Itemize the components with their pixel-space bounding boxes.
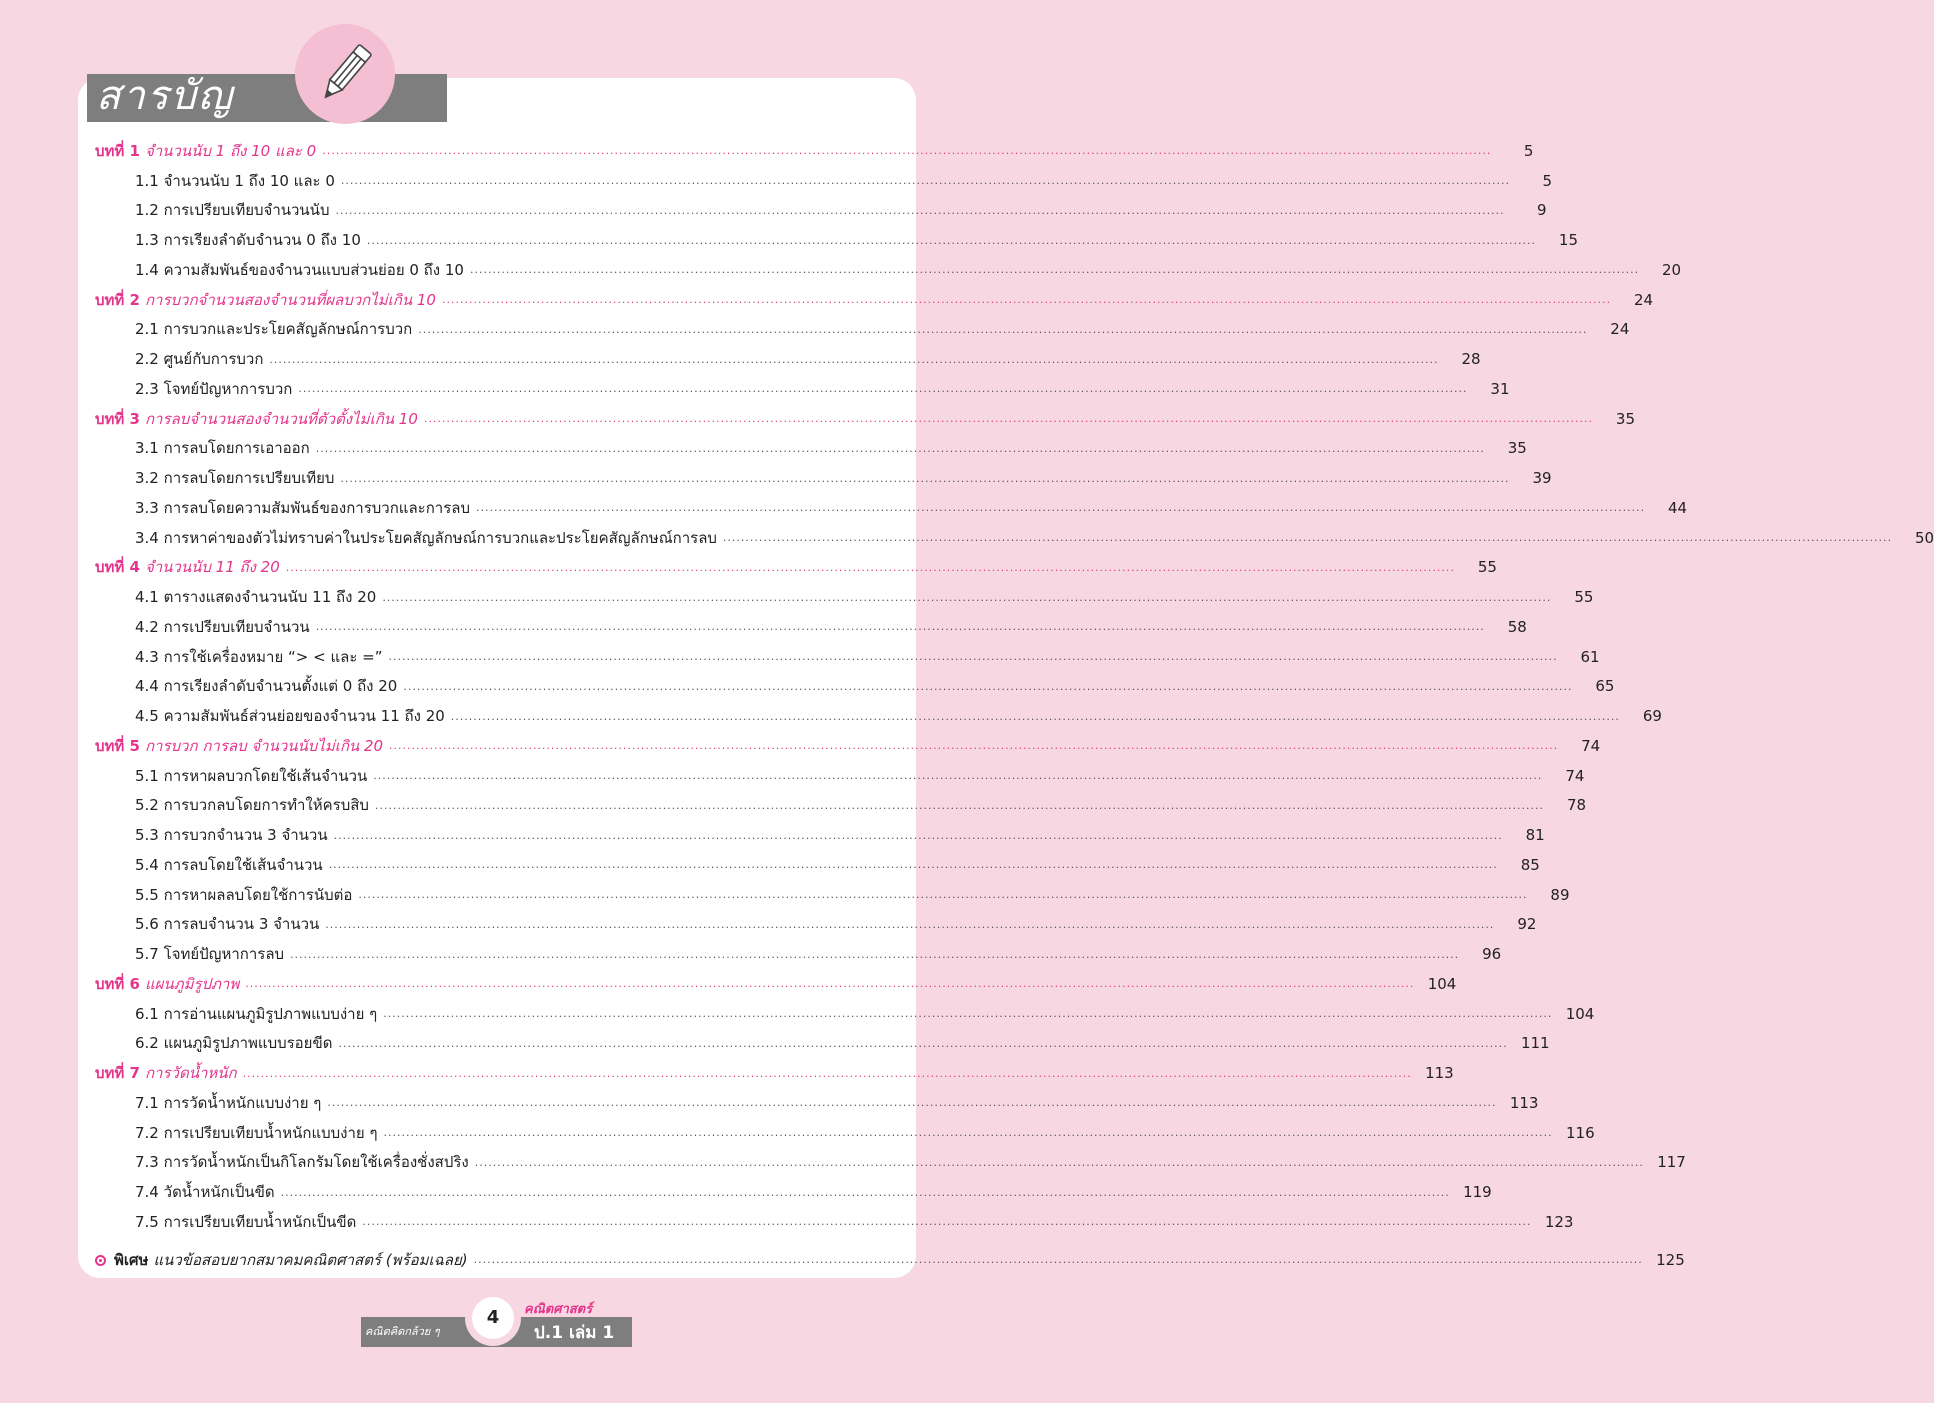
dot-leader: .................................................................................................................................................................................................................................................................... [358,888,1528,902]
toc-entry-label [135,258,464,282]
toc-section-row [95,493,1688,523]
toc-entry-number: 7.4 [135,1183,159,1202]
toc-entry-number: 5.6 [135,915,159,934]
toc-entry-label [135,228,361,252]
toc-entry-number: บทที่ 2 [95,290,140,309]
toc-page-number: 35 [1507,439,1527,458]
toc-page-number: 74 [1581,736,1601,755]
toc-entry-title: การบวกลบโดยการทำให้ครบสิบ [163,796,369,815]
toc-page-number: 104 [1565,1004,1595,1023]
toc-entry-title: จำนวนนับ 1 ถึง 10 และ 0 [144,141,317,160]
toc-entry-label [135,466,334,490]
toc-page-number: 119 [1463,1183,1492,1202]
toc-entry-number: 5.4 [135,855,159,874]
dot-leader: .................................................................................................................................................................................................................................................................... [383,1126,1553,1140]
toc-entry-number: 5.7 [135,945,159,964]
dot-leader: .................................................................................................................................................................................................................................................................... [335,203,1505,217]
toc-entry-label [135,645,382,669]
toc-entry-label [95,972,239,996]
toc-entry-number: 3.4 [135,528,159,547]
toc-entry-label [95,288,436,312]
toc-entry-title: การหาผลบวกโดยใช้เส้นจำนวน [163,766,368,785]
dot-leader: .................................................................................................................................................................................................................................................................... [722,531,1893,545]
toc-entry-number: พิเศษ [114,1250,149,1269]
toc-entry-number: 2.2 [135,350,159,369]
toc-page-number: 20 [1661,260,1682,279]
toc-entry-title: การบวก การลบ จำนวนนับไม่เกิน 20 [144,736,384,755]
toc-entry-label [135,912,319,936]
toc-entry-label [135,585,376,609]
toc-entry-title: การลบจำนวนสองจำนวนที่ตัวตั้งไม่เกิน 10 [144,409,418,428]
toc-entry-label [95,139,316,163]
dot-leader: .................................................................................................................................................................................................................................................................... [325,917,1495,931]
toc-page-number: 55 [1477,558,1497,577]
dot-leader: .................................................................................................................................................................................................................................................................... [322,144,1492,158]
toc-chapter-row [95,136,1534,166]
toc-page-number: 113 [1425,1064,1454,1083]
toc-section-row [95,225,1578,255]
toc-entry-number: 4.5 [135,707,159,726]
toc-entry-number: 5.2 [135,796,159,815]
toc-entry-number: 6.2 [135,1034,159,1053]
toc-entry-title: การเปรียบเทียบน้ำหนักเป็นขีด [163,1212,357,1231]
toc-entry-label [135,317,412,341]
toc-entry-label [135,347,263,371]
toc-entry-title: การบวกและประโยคสัญลักษณ์การบวก [163,320,413,339]
toc-section-row [95,255,1682,285]
dot-leader: .................................................................................................................................................................................................................................................................... [315,441,1485,455]
dot-leader: .................................................................................................................................................................................................................................................................... [373,769,1543,783]
toc-chapter-row [95,285,1654,315]
toc-page-number: 116 [1566,1123,1595,1142]
toc-entry-title: การใช้เครื่องหมาย “> < และ =” [163,647,383,666]
toc-entry-label [135,1002,377,1026]
toc-entry-label [135,853,323,877]
toc-page-number: 55 [1574,588,1594,607]
toc-entry-label [135,793,369,817]
toc-section-row [95,315,1630,345]
toc-page-number: 35 [1615,409,1636,428]
toc-entry-title: แผนภูมิรูปภาพ [144,974,240,993]
dot-leader: .................................................................................................................................................................................................................................................................... [338,1036,1508,1050]
toc-entry-title: การบวกจำนวน 3 จำนวน [163,826,328,845]
toc-chapter-row [95,1058,1454,1088]
toc-entry-title: ตารางแสดงจำนวนนับ 11 ถึง 20 [163,588,377,607]
dot-leader: .................................................................................................................................................................................................................................................................... [285,560,1455,574]
toc-page-number: 9 [1537,201,1547,220]
toc-entry-title: การลบโดยใช้เส้นจำนวน [163,855,323,874]
toc-section-row [95,999,1595,1029]
page-number: 4 [472,1297,514,1339]
toc-page-number: 89 [1550,885,1570,904]
dot-leader: .................................................................................................................................................................................................................................................................... [290,947,1460,961]
toc-entry-number: 5.1 [135,766,159,785]
toc-section-row [95,672,1615,702]
dot-leader: .................................................................................................................................................................................................................................................................... [474,1155,1644,1169]
toc-entry-label [135,1180,275,1204]
toc-entry-number: 4.2 [135,617,159,636]
toc-entry-title: ความสัมพันธ์ส่วนย่อยของจำนวน 11 ถึง 20 [163,707,445,726]
toc-entry-label [95,555,280,579]
dot-leader: .................................................................................................................................................................................................................................................................... [327,1096,1497,1110]
toc-section-row [95,1177,1492,1207]
dot-leader: .................................................................................................................................................................................................................................................................... [389,739,1559,753]
toc-section-row [95,434,1527,464]
toc-section-row [95,166,1553,196]
toc-section-row [95,612,1527,642]
toc-entry-label [95,407,418,431]
toc-entry-number: บทที่ 4 [95,558,140,577]
toc-page-number: 5 [1523,141,1534,160]
toc-entry-title: การหาผลลบโดยใช้การนับต่อ [163,885,353,904]
toc-entry-label [135,823,328,847]
toc-entry-number: 4.1 [135,588,159,607]
toc-entry-title: การวัดน้ำหนัก [144,1064,237,1083]
toc-entry-number: 1.1 [135,171,159,190]
toc-section-row [95,820,1545,850]
toc-entry-number: 1.2 [135,201,159,220]
toc-section-row [95,880,1570,910]
toc-section-row [95,910,1537,940]
toc-section-row [95,196,1547,226]
toc-entry-label [135,942,284,966]
dot-leader: .................................................................................................................................................................................................................................................................... [388,650,1558,664]
toc-entry-label [135,764,367,788]
toc-entry-label [135,526,717,550]
toc-page-number: 61 [1580,647,1600,666]
toc-page-number: 31 [1490,379,1510,398]
toc-entry-number: บทที่ 1 [95,141,140,160]
toc-entry-number: 3.3 [135,498,159,517]
toc-entry-label [95,734,383,758]
dot-leader: .................................................................................................................................................................................................................................................................... [245,977,1415,991]
dot-leader: .................................................................................................................................................................................................................................................................... [298,382,1468,396]
toc-page-number: 28 [1461,350,1481,369]
toc-page-number: 24 [1610,320,1630,339]
dot-leader: .................................................................................................................................................................................................................................................................... [450,709,1620,723]
pencil-badge [295,24,395,124]
toc-page-number: 50 [1914,528,1934,547]
toc-section-row [95,1148,1686,1178]
dot-leader: .................................................................................................................................................................................................................................................................... [362,1215,1532,1229]
toc-entry-title: การบวกจำนวนสองจำนวนที่ผลบวกไม่เกิน 10 [144,290,436,309]
toc-entry-number: 3.1 [135,439,159,458]
toc-entry-title: การอ่านแผนภูมิรูปภาพแบบง่าย ๆ [163,1004,378,1023]
toc-entry-number: 1.3 [135,231,159,250]
toc-entry-label [135,198,329,222]
toc-page-number: 69 [1642,707,1662,726]
toc-section-row [95,374,1510,404]
toc-page-number: 39 [1532,469,1552,488]
toc-entry-label [135,1091,321,1115]
toc-entry-label [135,1150,469,1174]
toc-entry-number: 2.3 [135,379,159,398]
toc-entry-title: การเปรียบเทียบน้ำหนักแบบง่าย ๆ [163,1123,378,1142]
toc-chapter-row [95,553,1497,583]
toc-page-number: 113 [1509,1093,1539,1112]
toc-section-row [95,1207,1574,1237]
toc-section-row [95,642,1600,672]
toc-page-number: 65 [1595,677,1615,696]
dot-leader: .................................................................................................................................................................................................................................................................... [374,798,1545,812]
toc-entry-number: 1.4 [135,260,159,279]
dot-leader: .................................................................................................................................................................................................................................................................... [383,1007,1553,1021]
toc-page-number: 81 [1525,826,1545,845]
dot-leader: .................................................................................................................................................................................................................................................................... [242,1066,1412,1080]
toc-entry-title: การลบโดยความสัมพันธ์ของการบวกและการลบ [163,498,470,517]
toc-page-number: 92 [1517,915,1537,934]
dot-leader: .................................................................................................................................................................................................................................................................... [315,620,1485,634]
page-title: สารบัญ [96,73,234,119]
toc-section-row [95,1029,1550,1059]
dot-leader: .................................................................................................................................................................................................................................................................... [269,352,1439,366]
toc-section-row [95,761,1585,791]
bullet-icon [95,1255,106,1266]
dot-leader: .................................................................................................................................................................................................................................................................... [403,679,1573,693]
toc-entry-number: 2.1 [135,320,159,339]
toc-entry-number: บทที่ 5 [95,736,140,755]
toc-section-row [95,344,1481,374]
footer-subject: คณิตศาสตร์ [524,1302,593,1317]
toc-section-row [95,523,1934,553]
toc-entry-number: 5.5 [135,885,159,904]
toc-chapter-row [95,969,1457,999]
pencil-icon [309,38,381,110]
toc-entry-number: 4.3 [135,647,159,666]
toc-entry-label [135,496,470,520]
dot-leader: .................................................................................................................................................................................................................................................................... [340,174,1511,188]
toc-entry-title: แผนภูมิรูปภาพแบบรอยขีด [163,1034,333,1053]
toc-entry-number: บทที่ 7 [95,1064,140,1083]
toc-entry-title: การวัดน้ำหนักแบบง่าย ๆ [163,1093,322,1112]
footer-book: ป.1 เล่ม 1 [534,1323,615,1343]
toc-page-number: 15 [1558,231,1578,250]
toc-entry-label [135,169,335,193]
toc-entry-title: โจทย์ปัญหาการลบ [163,945,285,964]
toc-entry-title: ความสัมพันธ์ของจำนวนแบบส่วนย่อย 0 ถึง 10 [163,260,464,279]
toc-entry-number: 5.3 [135,826,159,845]
toc-entry-title: การหาค่าของตัวไม่ทราบค่าในประโยคสัญลักษณ์การบวกและประโยคสัญลักษณ์การลบ [163,528,717,547]
toc-entry-number: 4.4 [135,677,159,696]
toc-entry-title: วัดน้ำหนักเป็นขีด [163,1183,275,1202]
toc-entry-title: จำนวนนับ 11 ถึง 20 [144,558,280,577]
toc-page-number: 74 [1565,766,1585,785]
toc-page-number: 24 [1634,290,1654,309]
toc-page-number: 44 [1668,498,1688,517]
toc-entry-number: บทที่ 6 [95,974,140,993]
toc-page-number: 78 [1566,796,1587,815]
toc-entry-label [135,1210,356,1234]
toc-entry-number: 7.3 [135,1153,159,1172]
toc-section-row [95,701,1662,731]
table-of-contents [95,136,1934,1275]
toc-chapter-row [95,404,1636,434]
toc-special-row [95,1245,1685,1275]
toc-page-number: 125 [1656,1250,1685,1269]
toc-entry-number: 7.1 [135,1093,159,1112]
toc-entry-number: 3.2 [135,469,159,488]
toc-entry-title: การเรียงลำดับจำนวน 0 ถึง 10 [163,231,361,250]
toc-entry-title: การวัดน้ำหนักเป็นกิโลกรัมโดยใช้เครื่องชั่งสปริง [163,1153,469,1172]
toc-page-number: 117 [1657,1153,1686,1172]
toc-section-row [95,1088,1539,1118]
toc-entry-label [135,377,292,401]
toc-entry-title: โจทย์ปัญหาการบวก [163,379,293,398]
dot-leader: .................................................................................................................................................................................................................................................................... [441,293,1612,307]
toc-section-row [95,463,1552,493]
toc-page-number: 123 [1544,1212,1574,1231]
toc-entry-label [95,1248,468,1272]
dot-leader: .................................................................................................................................................................................................................................................................... [475,501,1646,515]
toc-page-number: 96 [1482,945,1502,964]
toc-entry-title: การลบจำนวน 3 จำนวน [163,915,320,934]
dot-leader: .................................................................................................................................................................................................................................................................... [473,1253,1643,1267]
dot-leader: .................................................................................................................................................................................................................................................................... [366,233,1536,247]
dot-leader: .................................................................................................................................................................................................................................................................... [340,471,1510,485]
toc-entry-title: การเปรียบเทียบจำนวนนับ [163,201,330,220]
dot-leader: .................................................................................................................................................................................................................................................................... [382,590,1552,604]
toc-entry-label [135,1121,378,1145]
toc-entry-number: 6.1 [135,1004,159,1023]
toc-chapter-row [95,731,1601,761]
toc-page-number: 5 [1542,171,1553,190]
footer-series: คณิตคิดกล้วย ๆ [365,1325,440,1338]
toc-entry-title: การเปรียบเทียบจำนวน [163,617,310,636]
toc-section-row [95,1118,1595,1148]
toc-page-number: 104 [1427,974,1457,993]
toc-entry-title: แนวข้อสอบยากสมาคมคณิตศาสตร์ (พร้อมเฉลย) [153,1250,468,1269]
toc-entry-label [135,1031,332,1055]
toc-entry-number: บทที่ 3 [95,409,140,428]
toc-page-number: 58 [1507,617,1527,636]
toc-entry-label [95,1061,237,1085]
dot-leader: .................................................................................................................................................................................................................................................................... [418,322,1588,336]
toc-entry-label [135,436,310,460]
toc-entry-title: การลบโดยการเอาออก [163,439,310,458]
dot-leader: .................................................................................................................................................................................................................................................................... [423,412,1594,426]
dot-leader: .................................................................................................................................................................................................................................................................... [280,1185,1450,1199]
toc-entry-number: 7.2 [135,1123,159,1142]
dot-leader: .................................................................................................................................................................................................................................................................... [328,858,1498,872]
toc-entry-title: การเรียงลำดับจำนวนตั้งแต่ 0 ถึง 20 [163,677,398,696]
toc-section-row [95,582,1594,612]
toc-entry-label [135,615,310,639]
toc-entry-title: ศูนย์กับการบวก [163,350,264,369]
toc-entry-title: การลบโดยการเปรียบเทียบ [163,469,335,488]
toc-section-row [95,791,1587,821]
toc-section-row [95,850,1540,880]
toc-entry-number: 7.5 [135,1212,159,1231]
toc-entry-label [135,704,445,728]
toc-page-number: 111 [1520,1034,1550,1053]
toc-entry-label [135,883,352,907]
toc-section-row [95,939,1502,969]
toc-entry-label [135,674,397,698]
dot-leader: .................................................................................................................................................................................................................................................................... [333,828,1503,842]
toc-entry-title: จำนวนนับ 1 ถึง 10 และ 0 [163,171,335,190]
dot-leader: .................................................................................................................................................................................................................................................................... [469,263,1640,277]
toc-page-number: 85 [1520,855,1540,874]
